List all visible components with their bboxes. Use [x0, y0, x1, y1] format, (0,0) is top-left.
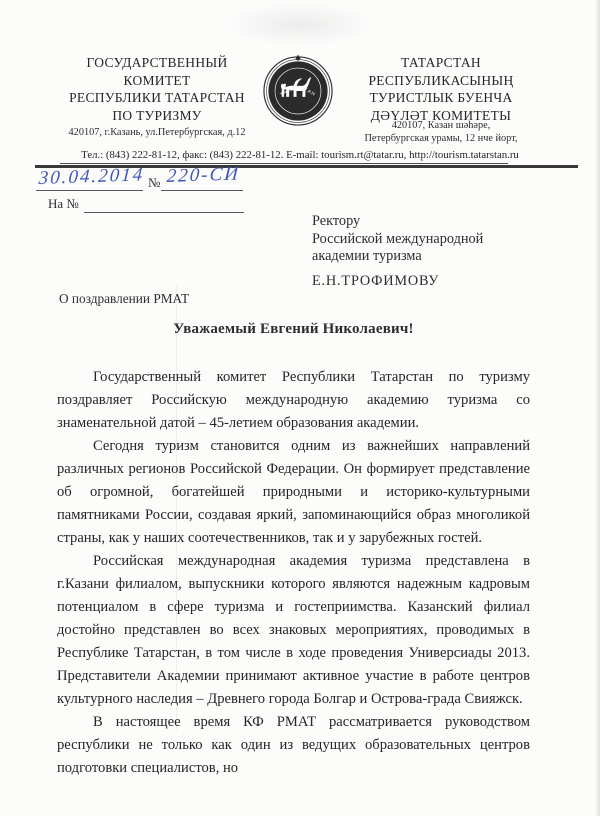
recipient-line: академии туризма — [312, 248, 422, 264]
org-tt-address: 420107, Казан шәһәре, Петербургская урамы, 12 нче йорт, — [364, 120, 518, 144]
recipient-name: Е.Н.ТРОФИМОВУ — [312, 273, 440, 289]
body-paragraph: Государственный комитет Республики Татарстан по туризму поздравляет Российскую международную академию туризма со знаменательной датой – 45-летием образования академии. — [57, 369, 530, 431]
org-tt-line: ТУРИСТЛЫК БУЕНЧА — [369, 90, 513, 105]
reply-to-label: На № — [48, 196, 79, 211]
org-tt-line: ДӘҮЛӘТ КОМИТЕТЫ — [370, 107, 512, 123]
emblem-ring-text: ТАТАРСТАН — [279, 87, 317, 99]
salutation: Уважаемый Евгений Николаевич! — [173, 321, 414, 337]
contact-line: Тел.: (843) 222-81-12, факс: (843) 222-81-12. E-mail: tourism.rt@tatar.ru, http://tourism.tatarstan.ru — [81, 149, 519, 161]
scanner-edge-shadow — [595, 0, 600, 816]
org-tt-line: ТАТАРСТАН — [401, 55, 481, 70]
body-paragraph: В настоящее время КФ РМАТ рассматривается руководством республики не только как один из ведущих образовательных центров подготовки специалистов, но — [57, 714, 530, 776]
tatarstan-emblem-icon — [261, 54, 335, 128]
reply-underline — [84, 212, 244, 213]
emblem-crest-ornament — [295, 55, 300, 61]
org-ru-line: ПО ТУРИЗМУ — [112, 107, 202, 123]
letter-body — [57, 366, 530, 780]
handwritten-outgoing-number: 220-СИ — [166, 163, 241, 187]
body-paragraph: Сегодня туризм становится одним из важнейших направлений различных регионов Российской Федерации. Он формирует представление об огромной, богатейшей природными и историко-культурными памятниками России, создавая яркий, запоминающийся образ многоликой страны, как у наших соотечественников, так и у зарубежных гостей. — [57, 438, 530, 546]
org-name-tatar — [332, 54, 550, 124]
number-sign-label: № — [148, 175, 161, 190]
org-name-russian — [48, 54, 266, 124]
scan-smudge — [225, 2, 375, 47]
body-paragraph: Российская международная академия туризма представлена в г.Казани филиалом, выпускники которого являются надежным кадровым потенциалом в сфере туризма и гостеприимства. Казанский филиал достойно представлен во всех знаковых мероприятиях, проводимых в Республике Татарстан, в том числе в ходе проведения Универсиады 2013. Представители Академии принимают активное участие в работе центров культурного наследия – Древнего города Болгар и Острова-града Свияжск. — [57, 553, 530, 707]
handwritten-date: 30.04.2014 — [38, 164, 145, 189]
recipient-block — [312, 213, 483, 266]
org-ru-line: РЕСПУБЛИКИ ТАТАРСТАН — [69, 90, 245, 105]
org-ru-line: ГОСУДАРСТВЕННЫЙ — [86, 55, 228, 70]
recipient-line: Российской международной — [312, 230, 484, 247]
subject-line: О поздравлении РМАТ — [59, 291, 190, 306]
date-underline — [36, 190, 143, 191]
recipient-line: Ректору — [312, 213, 361, 229]
number-underline — [161, 190, 243, 191]
org-tt-line: РЕСПУБЛИКАСЫНЫҢ — [368, 72, 514, 88]
org-ru-address: 420107, г.Казань, ул.Петербургская, д.12 — [68, 127, 246, 138]
org-ru-line: КОМИТЕТ — [123, 72, 191, 88]
